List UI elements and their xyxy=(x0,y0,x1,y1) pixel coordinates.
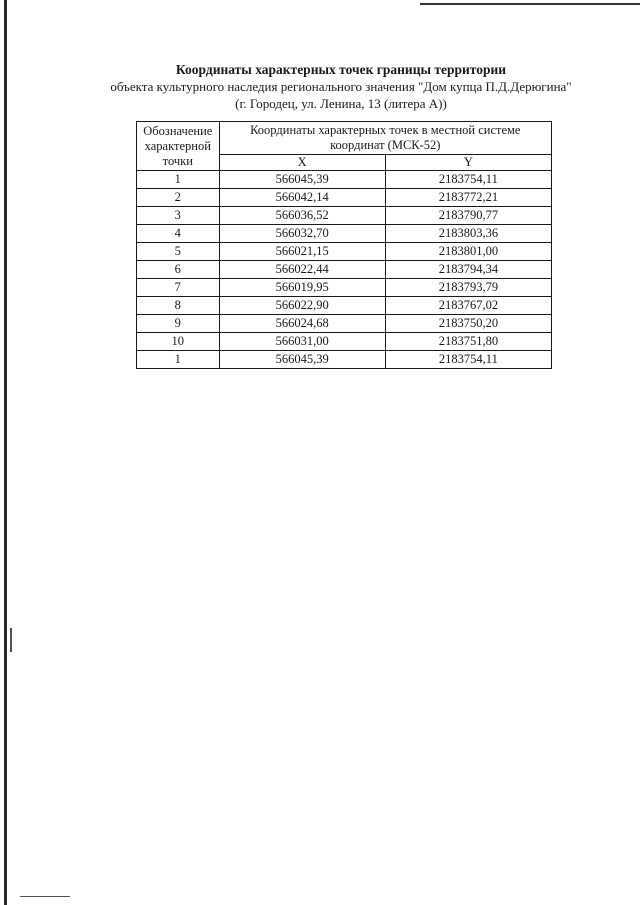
header-x: X xyxy=(219,155,385,171)
header-coordinates-system: Координаты характерных точек в местной системе координат (МСК-52) xyxy=(219,122,551,155)
table-row xyxy=(137,243,552,261)
document-address: (г. Городец, ул. Ленина, 13 (литера А)) xyxy=(235,96,447,111)
scan-edge-artifact xyxy=(4,0,7,905)
cell-point: 5 xyxy=(137,243,220,261)
coordinates-table xyxy=(136,121,552,369)
cell-point: 4 xyxy=(137,225,220,243)
header-y: Y xyxy=(385,155,551,171)
cell-point: 1 xyxy=(137,351,220,369)
table-row xyxy=(137,261,552,279)
cell-y: 2183793,79 xyxy=(385,279,551,297)
cell-x: 566022,44 xyxy=(219,261,385,279)
cell-y: 2183794,34 xyxy=(385,261,551,279)
table-row xyxy=(137,297,552,315)
cell-x: 566045,39 xyxy=(219,351,385,369)
cell-point: 2 xyxy=(137,189,220,207)
cell-x: 566019,95 xyxy=(219,279,385,297)
cell-y: 2183750,20 xyxy=(385,315,551,333)
cell-point: 10 xyxy=(137,333,220,351)
cell-x: 566036,52 xyxy=(219,207,385,225)
document-title: Координаты характерных точек границы территории xyxy=(175,62,507,77)
cell-x: 566031,00 xyxy=(219,333,385,351)
cell-y: 2183754,11 xyxy=(385,351,551,369)
cell-x: 566021,15 xyxy=(219,243,385,261)
cell-y: 2183803,36 xyxy=(385,225,551,243)
header-point-designation: Обозначение характерной точки xyxy=(137,122,220,171)
cell-x: 566024,68 xyxy=(219,315,385,333)
document-subtitle: объекта культурного наследия регионального значения "Дом купца П.Д.Дерюгина" xyxy=(110,79,572,94)
cell-point: 9 xyxy=(137,315,220,333)
cell-y: 2183767,02 xyxy=(385,297,551,315)
cell-point: 6 xyxy=(137,261,220,279)
cell-y: 2183801,00 xyxy=(385,243,551,261)
cell-y: 2183772,21 xyxy=(385,189,551,207)
cell-point: 3 xyxy=(137,207,220,225)
cell-x: 566042,14 xyxy=(219,189,385,207)
table-row xyxy=(137,225,552,243)
table-row xyxy=(137,351,552,369)
cell-x: 566022,90 xyxy=(219,297,385,315)
table-row xyxy=(137,207,552,225)
scan-mark-artifact xyxy=(10,628,12,652)
cell-x: 566032,70 xyxy=(219,225,385,243)
cell-y: 2183751,80 xyxy=(385,333,551,351)
table-row xyxy=(137,279,552,297)
table-row xyxy=(137,315,552,333)
cell-y: 2183790,77 xyxy=(385,207,551,225)
scan-top-line-artifact xyxy=(420,3,640,5)
cell-point: 7 xyxy=(137,279,220,297)
cell-point: 1 xyxy=(137,171,220,189)
table-row xyxy=(137,171,552,189)
scan-bottom-line-artifact xyxy=(20,896,70,897)
cell-point: 8 xyxy=(137,297,220,315)
cell-x: 566045,39 xyxy=(219,171,385,189)
table-row xyxy=(137,189,552,207)
cell-y: 2183754,11 xyxy=(385,171,551,189)
table-row xyxy=(137,333,552,351)
